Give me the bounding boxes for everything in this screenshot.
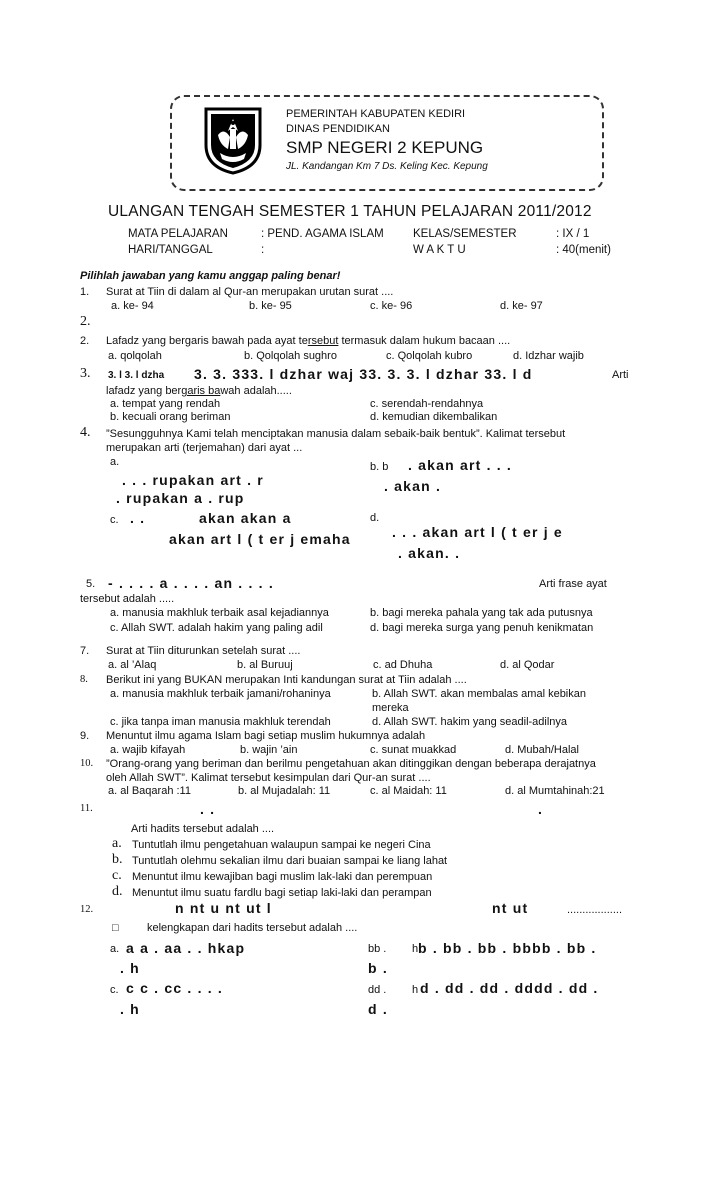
q12-option-d-label: dd . — [368, 984, 387, 996]
q8-text: Berikut ini yang BUKAN merupakan Inti kandungan surat at Tiin adalah .... — [106, 674, 467, 686]
q12-option-b-line2: b . — [368, 960, 388, 976]
q12-option-a-line1: a a . aa . . hkap — [126, 940, 246, 956]
q3-number: 3. — [80, 366, 91, 381]
q11-garbled-2: . — [538, 801, 544, 817]
q1-number: 1. — [80, 286, 90, 298]
q9-option-a: a. wajib kifayah — [110, 744, 186, 756]
q5-option-d: d. bagi mereka surga yang penuh kenikmatan — [370, 622, 594, 634]
q8-number: 8. — [80, 674, 88, 685]
q3-text: lafadz yang bergaris bawah adalah..... — [106, 385, 292, 397]
q11-option-a-label: a. — [112, 836, 122, 851]
q10-option-b: b. al Mujadalah: 11 — [238, 785, 331, 797]
time-label: W A K T U — [413, 244, 466, 256]
q2-option-c: c. Qolqolah kubro — [386, 350, 473, 362]
q10-option-a: a. al Baqarah :11 — [108, 785, 191, 797]
q12-option-c-line2: . h — [120, 1001, 140, 1017]
q7-option-c: c. ad Dhuha — [373, 659, 433, 671]
q12-option-b-label: bb . — [368, 943, 387, 955]
q8-option-b-cont: mereka — [372, 702, 409, 714]
q11-option-a: Tuntutlah ilmu pengetahuan walaupun sampai ke negeri Cina — [132, 839, 431, 851]
instruction: Pilihlah jawaban yang kamu anggap paling benar! — [80, 270, 341, 282]
q12-option-d-line2: d . — [368, 1001, 388, 1017]
q2-option-d: d. Idzhar wajib — [513, 350, 584, 362]
q12-text: kelengkapan dari hadits tersebut adalah .... — [147, 922, 358, 934]
q4-option-a-line1: . . . rupakan art . r — [122, 472, 264, 488]
q4-option-c-line1: akan akan a — [199, 510, 292, 526]
q10-number: 10. — [80, 758, 94, 769]
q8-option-b: b. Allah SWT. akan membalas amal kebikan — [372, 688, 586, 700]
q3-arti: Arti — [612, 369, 629, 381]
q3-option-b: b. kecuali orang beriman — [110, 411, 231, 423]
date-label: HARI/TANGGAL — [128, 244, 213, 256]
q4-option-b-label: b. b — [370, 461, 389, 473]
time-value: : 40(menit) — [556, 244, 611, 256]
q1-option-b: b. ke- 95 — [249, 300, 292, 312]
q5-text-2: tersebut adalah ..... — [80, 593, 175, 605]
q4-text-2: merupakan arti (terjemahan) dari ayat ... — [106, 442, 303, 454]
q2-option-b: b. Qolqolah sughro — [244, 350, 337, 362]
q4-option-d-label: d. — [370, 512, 380, 524]
q1-text: Surat at Tiin di dalam al Qur-an merupakan urutan surat .... — [106, 286, 394, 298]
q12-garbled-1: n nt u nt ut l — [175, 900, 272, 916]
header-line2: DINAS PENDIDIKAN — [286, 123, 390, 135]
q4-option-d-line2: . akan. . — [398, 545, 461, 561]
q9-text: Menuntut ilmu agama Islam bagi setiap muslim hukumnya adalah — [106, 730, 426, 742]
q12-garbled-2: nt ut — [492, 900, 529, 916]
q4-option-a-line2: . rupakan a . rup — [116, 490, 245, 506]
q1-option-d: d. ke- 97 — [500, 300, 543, 312]
q4-option-c-label: c. — [110, 514, 119, 526]
q5-garbled: - . . . . a . . . . an . . . . — [108, 575, 274, 591]
class-label: KELAS/SEMESTER — [413, 228, 517, 240]
q9-option-b: b. wajin ’ain — [240, 744, 298, 756]
q12-box-glyph: □ — [112, 922, 119, 934]
q11-option-c: Menuntut ilmu kewajiban bagi muslim lak-laki dan perempuan — [132, 871, 433, 883]
q10-option-c: c. al Maidah: 11 — [370, 785, 447, 797]
q12-dots: .................. — [567, 904, 623, 916]
q7-number: 7. — [80, 645, 90, 657]
q4-option-b-line2: . akan . — [384, 478, 442, 494]
q10-option-d: d. al Mumtahinah:21 — [505, 785, 605, 797]
q12-option-d-line1: d . dd . dd . dddd . dd . — [420, 980, 599, 996]
q2-option-a: a. qolqolah — [108, 350, 162, 362]
q5-option-c: c. Allah SWT. adalah hakim yang paling adil — [110, 622, 323, 634]
q11-option-d-label: d. — [112, 884, 123, 899]
q11-text: Arti hadits tersebut adalah .... — [131, 823, 275, 835]
q11-option-b: Tuntutlah olehmu sekalian ilmu dari buaian sampai ke liang lahat — [132, 855, 448, 867]
q4-option-b-line1: . akan art . . . — [408, 457, 513, 473]
q5-option-a: a. manusia makhluk terbaik asal kejadiannya — [110, 607, 329, 619]
q4-option-c-dots: . . — [130, 510, 146, 526]
q12-option-a-line2: . h — [120, 960, 140, 976]
q5-number: 5. — [86, 578, 96, 590]
q11-garbled-1: . . — [200, 801, 216, 817]
q4-text: ”Sesungguhnya Kami telah menciptakan manusia dalam sebaik-baik bentuk”. Kalimat tersebut — [106, 428, 566, 440]
class-value: : IX / 1 — [556, 228, 590, 240]
q9-option-c: c. sunat muakkad — [370, 744, 457, 756]
q7-option-d: d. al Qodar — [500, 659, 555, 671]
q12-option-b-line1: b . bb . bb . bbbb . bb . — [418, 940, 597, 956]
kediri-crest-icon — [200, 105, 266, 175]
q11-option-c-label: c. — [112, 868, 122, 883]
q8-option-c: c. jika tanpa iman manusia makhluk terendah — [110, 716, 331, 728]
q5-arti: Arti frase ayat — [539, 578, 607, 590]
q10-text-2: oleh Allah SWT”. Kalimat tersebut kesimpulan dari Qur-an surat .... — [106, 772, 431, 784]
school-name: SMP NEGERI 2 KEPUNG — [286, 138, 484, 157]
subject-value: : PEND. AGAMA ISLAM — [261, 228, 384, 240]
q4-option-c-line2: akan art l ( t er j emaha — [169, 531, 351, 547]
q12-option-c-label: c. — [110, 984, 119, 996]
q4-option-a-label: a. — [110, 456, 120, 468]
q4-number: 4. — [80, 425, 91, 440]
q3-garbled-1: 3. l 3. l dzha — [108, 370, 165, 381]
q8-option-d: d. Allah SWT. hakim yang seadil-adilnya — [372, 716, 568, 728]
q12-option-c-line1: c c . cc . . . . — [126, 980, 224, 996]
q12-option-b-h: h — [412, 943, 419, 955]
q4-option-d-line1: . . . akan art l ( t er j e — [392, 524, 563, 540]
q3-option-c: c. serendah-rendahnya — [370, 398, 484, 410]
q12-option-a-label: a. — [110, 943, 120, 955]
date-value: : — [261, 244, 265, 256]
header-line1: PEMERINTAH KABUPATEN KEDIRI — [286, 108, 466, 120]
q11-option-b-label: b. — [112, 852, 123, 867]
q1-option-a: a. ke- 94 — [111, 300, 154, 312]
q12-number: 12. — [80, 904, 94, 915]
exam-title: ULANGAN TENGAH SEMESTER 1 TAHUN PELAJARAN 2011/2012 — [108, 203, 592, 220]
q7-text: Surat at Tiin diturunkan setelah surat .... — [106, 645, 301, 657]
q3-option-d: d. kemudian dikembalikan — [370, 411, 498, 423]
q2-text: Lafadz yang bergaris bawah pada ayat tersebut termasuk dalam hukum bacaan .... — [106, 335, 511, 347]
subject-label: MATA PELAJARAN — [128, 228, 228, 240]
q8-option-a: a. manusia makhluk terbaik jamani/rohaninya — [110, 688, 331, 700]
q2-number: 2. — [80, 335, 90, 347]
q12-option-d-h: h — [412, 984, 419, 996]
q5-option-b: b. bagi mereka pahala yang tak ada putusnya — [370, 607, 593, 619]
school-address: JL. Kandangan Km 7 Ds. Keling Kec. Kepung — [286, 161, 488, 172]
q-number-2-stray: 2. — [80, 314, 91, 329]
q7-option-a: a. al ’Alaq — [108, 659, 157, 671]
q3-option-a: a. tempat yang rendah — [110, 398, 221, 410]
q11-option-d: Menuntut ilmu suatu fardlu bagi setiap laki-laki dan perampan — [132, 887, 432, 899]
q7-option-b: b. al Buruuj — [237, 659, 293, 671]
q9-number: 9. — [80, 730, 90, 742]
q10-text: ”Orang-orang yang beriman dan berilmu pengetahuan akan ditinggikan dengan beberapa derajatnya — [106, 758, 596, 770]
q11-number: 11. — [80, 803, 93, 814]
q1-option-c: c. ke- 96 — [370, 300, 413, 312]
q9-option-d: d. Mubah/Halal — [505, 744, 579, 756]
q3-garbled-2: 3. 3. 333. l dzhar waj 33. 3. 3. l dzhar 33. l d — [194, 366, 533, 382]
